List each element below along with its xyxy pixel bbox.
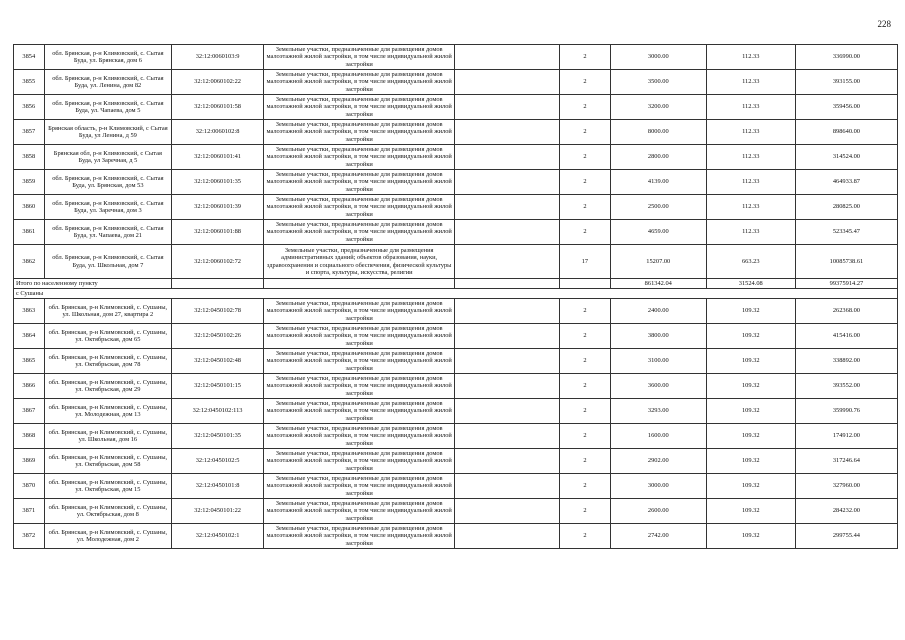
row-number: 3859	[14, 170, 45, 195]
table-row	[14, 424, 898, 449]
row-area: 3800.00	[610, 324, 706, 349]
row-cadastral-number: 32:12:0060101:58	[172, 95, 264, 120]
row-group-code: 2	[559, 474, 610, 499]
row-area: 3500.00	[610, 70, 706, 95]
row-address: обл. Брянская, р-н Климовский, с. Сушаны, ул. Октябрьская, дом 8	[44, 499, 172, 524]
row-address: обл. Брянская, р-н Климовский, с. Сушаны, ул. Школьная, дом 27, квартира 2	[44, 299, 172, 324]
row-address: обл. Брянская, р-н Климовский, с. Сушаны, ул. Октябрьская, дом 65	[44, 324, 172, 349]
row-blank-cell	[455, 424, 560, 449]
row-blank-cell	[455, 95, 560, 120]
row-address: обл. Брянская, р-н Климовский, с. Сушаны, ул. Октябрьская, дом 29	[44, 374, 172, 399]
row-area: 2902.00	[610, 449, 706, 474]
row-group-code: 2	[559, 95, 610, 120]
table-row	[14, 349, 898, 374]
row-value: 314524.00	[795, 145, 897, 170]
row-value: 327960.00	[795, 474, 897, 499]
row-blank-cell	[455, 524, 560, 549]
row-blank-cell	[455, 349, 560, 374]
row-cadastral-number: 32:12:0060101:39	[172, 195, 264, 220]
row-value: 284232.00	[795, 499, 897, 524]
row-address: обл. Брянская, р-н Климовский, с. Сушаны, ул. Молодежная, дом 13	[44, 399, 172, 424]
row-value: 174912.00	[795, 424, 897, 449]
row-address: обл. Брянская, р-н Климовский, с. Сушаны, ул. Октябрьская, дом 15	[44, 474, 172, 499]
row-group-code: 2	[559, 349, 610, 374]
row-rate: 109.32	[706, 399, 795, 424]
row-number: 3857	[14, 120, 45, 145]
table-row	[14, 324, 898, 349]
row-number: 3856	[14, 95, 45, 120]
row-land-use: Земельные участки, предназначенные для размещения домов малоэтажной жилой застройки, в том числе индивидуальной жилой застройки	[264, 374, 455, 399]
row-blank-cell	[455, 170, 560, 195]
row-group-code: 2	[559, 299, 610, 324]
row-group-code: 2	[559, 449, 610, 474]
row-rate: 112.33	[706, 120, 795, 145]
row-cadastral-number: 32:12:0060102:72	[172, 245, 264, 279]
row-cadastral-number: 32:12:0450102:113	[172, 399, 264, 424]
row-number: 3862	[14, 245, 45, 279]
row-address: обл. Брянская, р-н Климовский, с. Сытая Буда, ул. Брянская, дом 53	[44, 170, 172, 195]
row-number: 3865	[14, 349, 45, 374]
row-group-code: 2	[559, 524, 610, 549]
table-row	[14, 245, 898, 279]
total-rate: 31524.08	[706, 279, 795, 289]
table-row	[14, 195, 898, 220]
row-group-code: 2	[559, 220, 610, 245]
row-value: 10085738.61	[795, 245, 897, 279]
row-group-code: 2	[559, 499, 610, 524]
row-cadastral-number: 32:12:0450102:26	[172, 324, 264, 349]
row-cadastral-number: 32:12:0450102:48	[172, 349, 264, 374]
row-land-use: Земельные участки, предназначенные для размещения домов малоэтажной жилой застройки, в том числе индивидуальной жилой застройки	[264, 195, 455, 220]
row-group-code: 17	[559, 245, 610, 279]
row-area: 2600.00	[610, 499, 706, 524]
row-value: 359456.00	[795, 95, 897, 120]
row-area: 3600.00	[610, 374, 706, 399]
row-address: обл. Брянская, р-н Климовский, с. Сушаны, ул. Молодежная, дом 2	[44, 524, 172, 549]
row-blank-cell	[455, 120, 560, 145]
row-group-code: 2	[559, 145, 610, 170]
row-land-use: Земельные участки, предназначенные для размещения домов малоэтажной жилой застройки, в том числе индивидуальной жилой застройки	[264, 145, 455, 170]
row-land-use: Земельные участки, предназначенные для размещения домов малоэтажной жилой застройки, в том числе индивидуальной жилой застройки	[264, 70, 455, 95]
row-address: Брянская обл, р-н Климовский, с Сытая Буда, ул Заречная, д 5	[44, 145, 172, 170]
row-cadastral-number: 32:12:0450101:35	[172, 424, 264, 449]
row-land-use: Земельные участки, предназначенные для размещения домов малоэтажной жилой застройки, в том числе индивидуальной жилой застройки	[264, 349, 455, 374]
row-cadastral-number: 32:12:0060101:88	[172, 220, 264, 245]
row-value: 336990.00	[795, 45, 897, 70]
row-rate: 112.33	[706, 145, 795, 170]
row-land-use: Земельные участки, предназначенные для размещения домов малоэтажной жилой застройки, в том числе индивидуальной жилой застройки	[264, 324, 455, 349]
row-area: 2800.00	[610, 145, 706, 170]
row-area: 3100.00	[610, 349, 706, 374]
row-rate: 112.33	[706, 170, 795, 195]
row-number: 3863	[14, 299, 45, 324]
row-area: 1600.00	[610, 424, 706, 449]
row-address: обл. Брянская, р-н Климовский, с. Сытая Буда, ул. Ленина, дом 82	[44, 70, 172, 95]
row-cadastral-number: 32:12:0060101:35	[172, 170, 264, 195]
row-area: 4659.00	[610, 220, 706, 245]
row-area: 3293.00	[610, 399, 706, 424]
group-label: с Сушаны	[14, 289, 898, 299]
row-address: обл. Брянская, р-н Климовский, с. Сушаны, ул. Школьная, дом 16	[44, 424, 172, 449]
row-cadastral-number: 32:12:0450102:1	[172, 524, 264, 549]
row-address: обл. Брянская, р-н Климовский, с. Сытая Буда, ул. Чапаева, дом 5	[44, 95, 172, 120]
row-value: 280825.00	[795, 195, 897, 220]
row-value: 317246.64	[795, 449, 897, 474]
row-rate: 112.33	[706, 220, 795, 245]
row-blank-cell	[455, 70, 560, 95]
row-land-use: Земельные участки, предназначенные для размещения домов малоэтажной жилой застройки, в том числе индивидуальной жилой застройки	[264, 120, 455, 145]
row-rate: 109.32	[706, 499, 795, 524]
row-area: 3000.00	[610, 474, 706, 499]
row-number: 3868	[14, 424, 45, 449]
row-land-use: Земельные участки, предназначенные для размещения домов малоэтажной жилой застройки, в том числе индивидуальной жилой застройки	[264, 95, 455, 120]
table-row	[14, 474, 898, 499]
row-address: обл. Брянская, р-н Климовский, с. Сытая Буда, ул. Чапаева, дом 21	[44, 220, 172, 245]
row-land-use: Земельные участки, предназначенные для размещения домов малоэтажной жилой застройки, в том числе индивидуальной жилой застройки	[264, 524, 455, 549]
row-group-code: 2	[559, 70, 610, 95]
row-blank-cell	[455, 474, 560, 499]
row-rate: 112.33	[706, 45, 795, 70]
row-cadastral-number: 32:12:0060101:41	[172, 145, 264, 170]
table-row	[14, 374, 898, 399]
row-value: 523345.47	[795, 220, 897, 245]
row-cadastral-number: 32:12:0450101:8	[172, 474, 264, 499]
row-rate: 112.33	[706, 195, 795, 220]
row-number: 3861	[14, 220, 45, 245]
row-address: обл. Брянская, р-н Климовский, с. Сытая Буда, ул. Школьная, дом 7	[44, 245, 172, 279]
row-number: 3869	[14, 449, 45, 474]
row-area: 2742.00	[610, 524, 706, 549]
row-number: 3867	[14, 399, 45, 424]
row-value: 415416.00	[795, 324, 897, 349]
row-rate: 109.32	[706, 474, 795, 499]
table-row	[14, 170, 898, 195]
row-land-use: Земельные участки, предназначенные для размещения домов малоэтажной жилой застройки, в том числе индивидуальной жилой застройки	[264, 220, 455, 245]
table-row	[14, 499, 898, 524]
row-group-code: 2	[559, 120, 610, 145]
row-rate: 112.33	[706, 95, 795, 120]
row-value: 898640.00	[795, 120, 897, 145]
row-area: 3200.00	[610, 95, 706, 120]
row-value: 299755.44	[795, 524, 897, 549]
row-cadastral-number: 32:12:0450102:5	[172, 449, 264, 474]
row-blank-cell	[455, 499, 560, 524]
row-blank-cell	[455, 299, 560, 324]
row-number: 3872	[14, 524, 45, 549]
rows-before-total	[14, 45, 898, 279]
row-address: обл. Брянская, р-н Климовский, с. Сушаны, ул. Октябрьская, дом 58	[44, 449, 172, 474]
row-rate: 109.32	[706, 524, 795, 549]
total-label: Итого по населенному пункту	[14, 279, 172, 289]
row-cadastral-number: 32:12:0450101:22	[172, 499, 264, 524]
row-value: 338892.00	[795, 349, 897, 374]
row-number: 3858	[14, 145, 45, 170]
group-row	[14, 289, 898, 299]
total-area: 861342.04	[610, 279, 706, 289]
row-number: 3871	[14, 499, 45, 524]
row-rate: 109.32	[706, 299, 795, 324]
row-blank-cell	[455, 449, 560, 474]
row-blank-cell	[455, 399, 560, 424]
row-rate: 109.32	[706, 449, 795, 474]
row-area: 3000.00	[610, 45, 706, 70]
row-value: 393552.00	[795, 374, 897, 399]
table-row	[14, 45, 898, 70]
row-group-code: 2	[559, 195, 610, 220]
table-row	[14, 524, 898, 549]
row-number: 3866	[14, 374, 45, 399]
table-row	[14, 449, 898, 474]
row-cadastral-number: 32:12:0060103:9	[172, 45, 264, 70]
row-land-use: Земельные участки, предназначенные для размещения домов малоэтажной жилой застройки, в том числе индивидуальной жилой застройки	[264, 399, 455, 424]
row-number: 3870	[14, 474, 45, 499]
row-group-code: 2	[559, 424, 610, 449]
row-rate: 109.32	[706, 324, 795, 349]
row-blank-cell	[455, 245, 560, 279]
row-number: 3854	[14, 45, 45, 70]
row-land-use: Земельные участки, предназначенные для размещения домов малоэтажной жилой застройки, в том числе индивидуальной жилой застройки	[264, 499, 455, 524]
row-blank-cell	[455, 195, 560, 220]
land-registry-table	[13, 44, 898, 549]
row-group-code: 2	[559, 170, 610, 195]
row-rate: 112.33	[706, 70, 795, 95]
row-land-use: Земельные участки, предназначенные для размещения домов малоэтажной жилой застройки, в том числе индивидуальной жилой застройки	[264, 424, 455, 449]
table-row	[14, 70, 898, 95]
row-area: 2400.00	[610, 299, 706, 324]
row-blank-cell	[455, 324, 560, 349]
total-section	[14, 279, 898, 299]
row-area: 2500.00	[610, 195, 706, 220]
table-row	[14, 120, 898, 145]
row-value: 359990.76	[795, 399, 897, 424]
row-blank-cell	[455, 45, 560, 70]
row-cadastral-number: 32:12:0450101:15	[172, 374, 264, 399]
row-cadastral-number: 32:12:0060102:8	[172, 120, 264, 145]
row-rate: 663.23	[706, 245, 795, 279]
row-cadastral-number: 32:12:0060102:22	[172, 70, 264, 95]
row-land-use: Земельные участки, предназначенные для размещения домов малоэтажной жилой застройки, в том числе индивидуальной жилой застройки	[264, 474, 455, 499]
row-group-code: 2	[559, 324, 610, 349]
total-value: 99375914.27	[795, 279, 897, 289]
row-group-code: 2	[559, 399, 610, 424]
table-row	[14, 145, 898, 170]
row-group-code: 2	[559, 45, 610, 70]
table-row	[14, 95, 898, 120]
page-number: 228	[877, 19, 891, 29]
row-rate: 109.32	[706, 349, 795, 374]
total-row	[14, 279, 898, 289]
table-row	[14, 399, 898, 424]
row-rate: 109.32	[706, 424, 795, 449]
row-land-use: Земельные участки, предназначенные для размещения домов малоэтажной жилой застройки, в том числе индивидуальной жилой застройки	[264, 170, 455, 195]
rows-after-total	[14, 299, 898, 549]
row-group-code: 2	[559, 374, 610, 399]
row-rate: 109.32	[706, 374, 795, 399]
row-cadastral-number: 32:12:0450102:78	[172, 299, 264, 324]
row-blank-cell	[455, 374, 560, 399]
row-value: 393155.00	[795, 70, 897, 95]
row-address: обл. Брянская, р-н Климовский, с. Сытая Буда, ул. Заречная, дом 3	[44, 195, 172, 220]
table-row	[14, 299, 898, 324]
row-land-use: Земельные участки, предназначенные для размещения домов малоэтажной жилой застройки, в том числе индивидуальной жилой застройки	[264, 449, 455, 474]
row-number: 3864	[14, 324, 45, 349]
row-area: 15207.00	[610, 245, 706, 279]
row-blank-cell	[455, 220, 560, 245]
row-land-use: Земельные участки, предназначенные для размещения домов малоэтажной жилой застройки, в том числе индивидуальной жилой застройки	[264, 45, 455, 70]
row-address: Брянская область, р-н Климовский, с Сытая Буда, ул Ленина, д 59	[44, 120, 172, 145]
row-number: 3855	[14, 70, 45, 95]
row-blank-cell	[455, 145, 560, 170]
row-area: 4139.00	[610, 170, 706, 195]
row-land-use: Земельные участки, предназначенные для размещения административных зданий; объектов образования, науки, здравоохранения и социального обеспечения, физической культуры и спорта, культуры, искусства, религии	[264, 245, 455, 279]
row-number: 3860	[14, 195, 45, 220]
row-area: 8000.00	[610, 120, 706, 145]
row-value: 262368.00	[795, 299, 897, 324]
row-address: обл. Брянская, р-н Климовский, с. Сушаны, ул. Октябрьская, дом 78	[44, 349, 172, 374]
row-value: 464933.87	[795, 170, 897, 195]
row-land-use: Земельные участки, предназначенные для размещения домов малоэтажной жилой застройки, в том числе индивидуальной жилой застройки	[264, 299, 455, 324]
table-row	[14, 220, 898, 245]
row-address: обл. Брянская, р-н Климовский, с. Сытая Буда, ул. Брянская, дом 6	[44, 45, 172, 70]
